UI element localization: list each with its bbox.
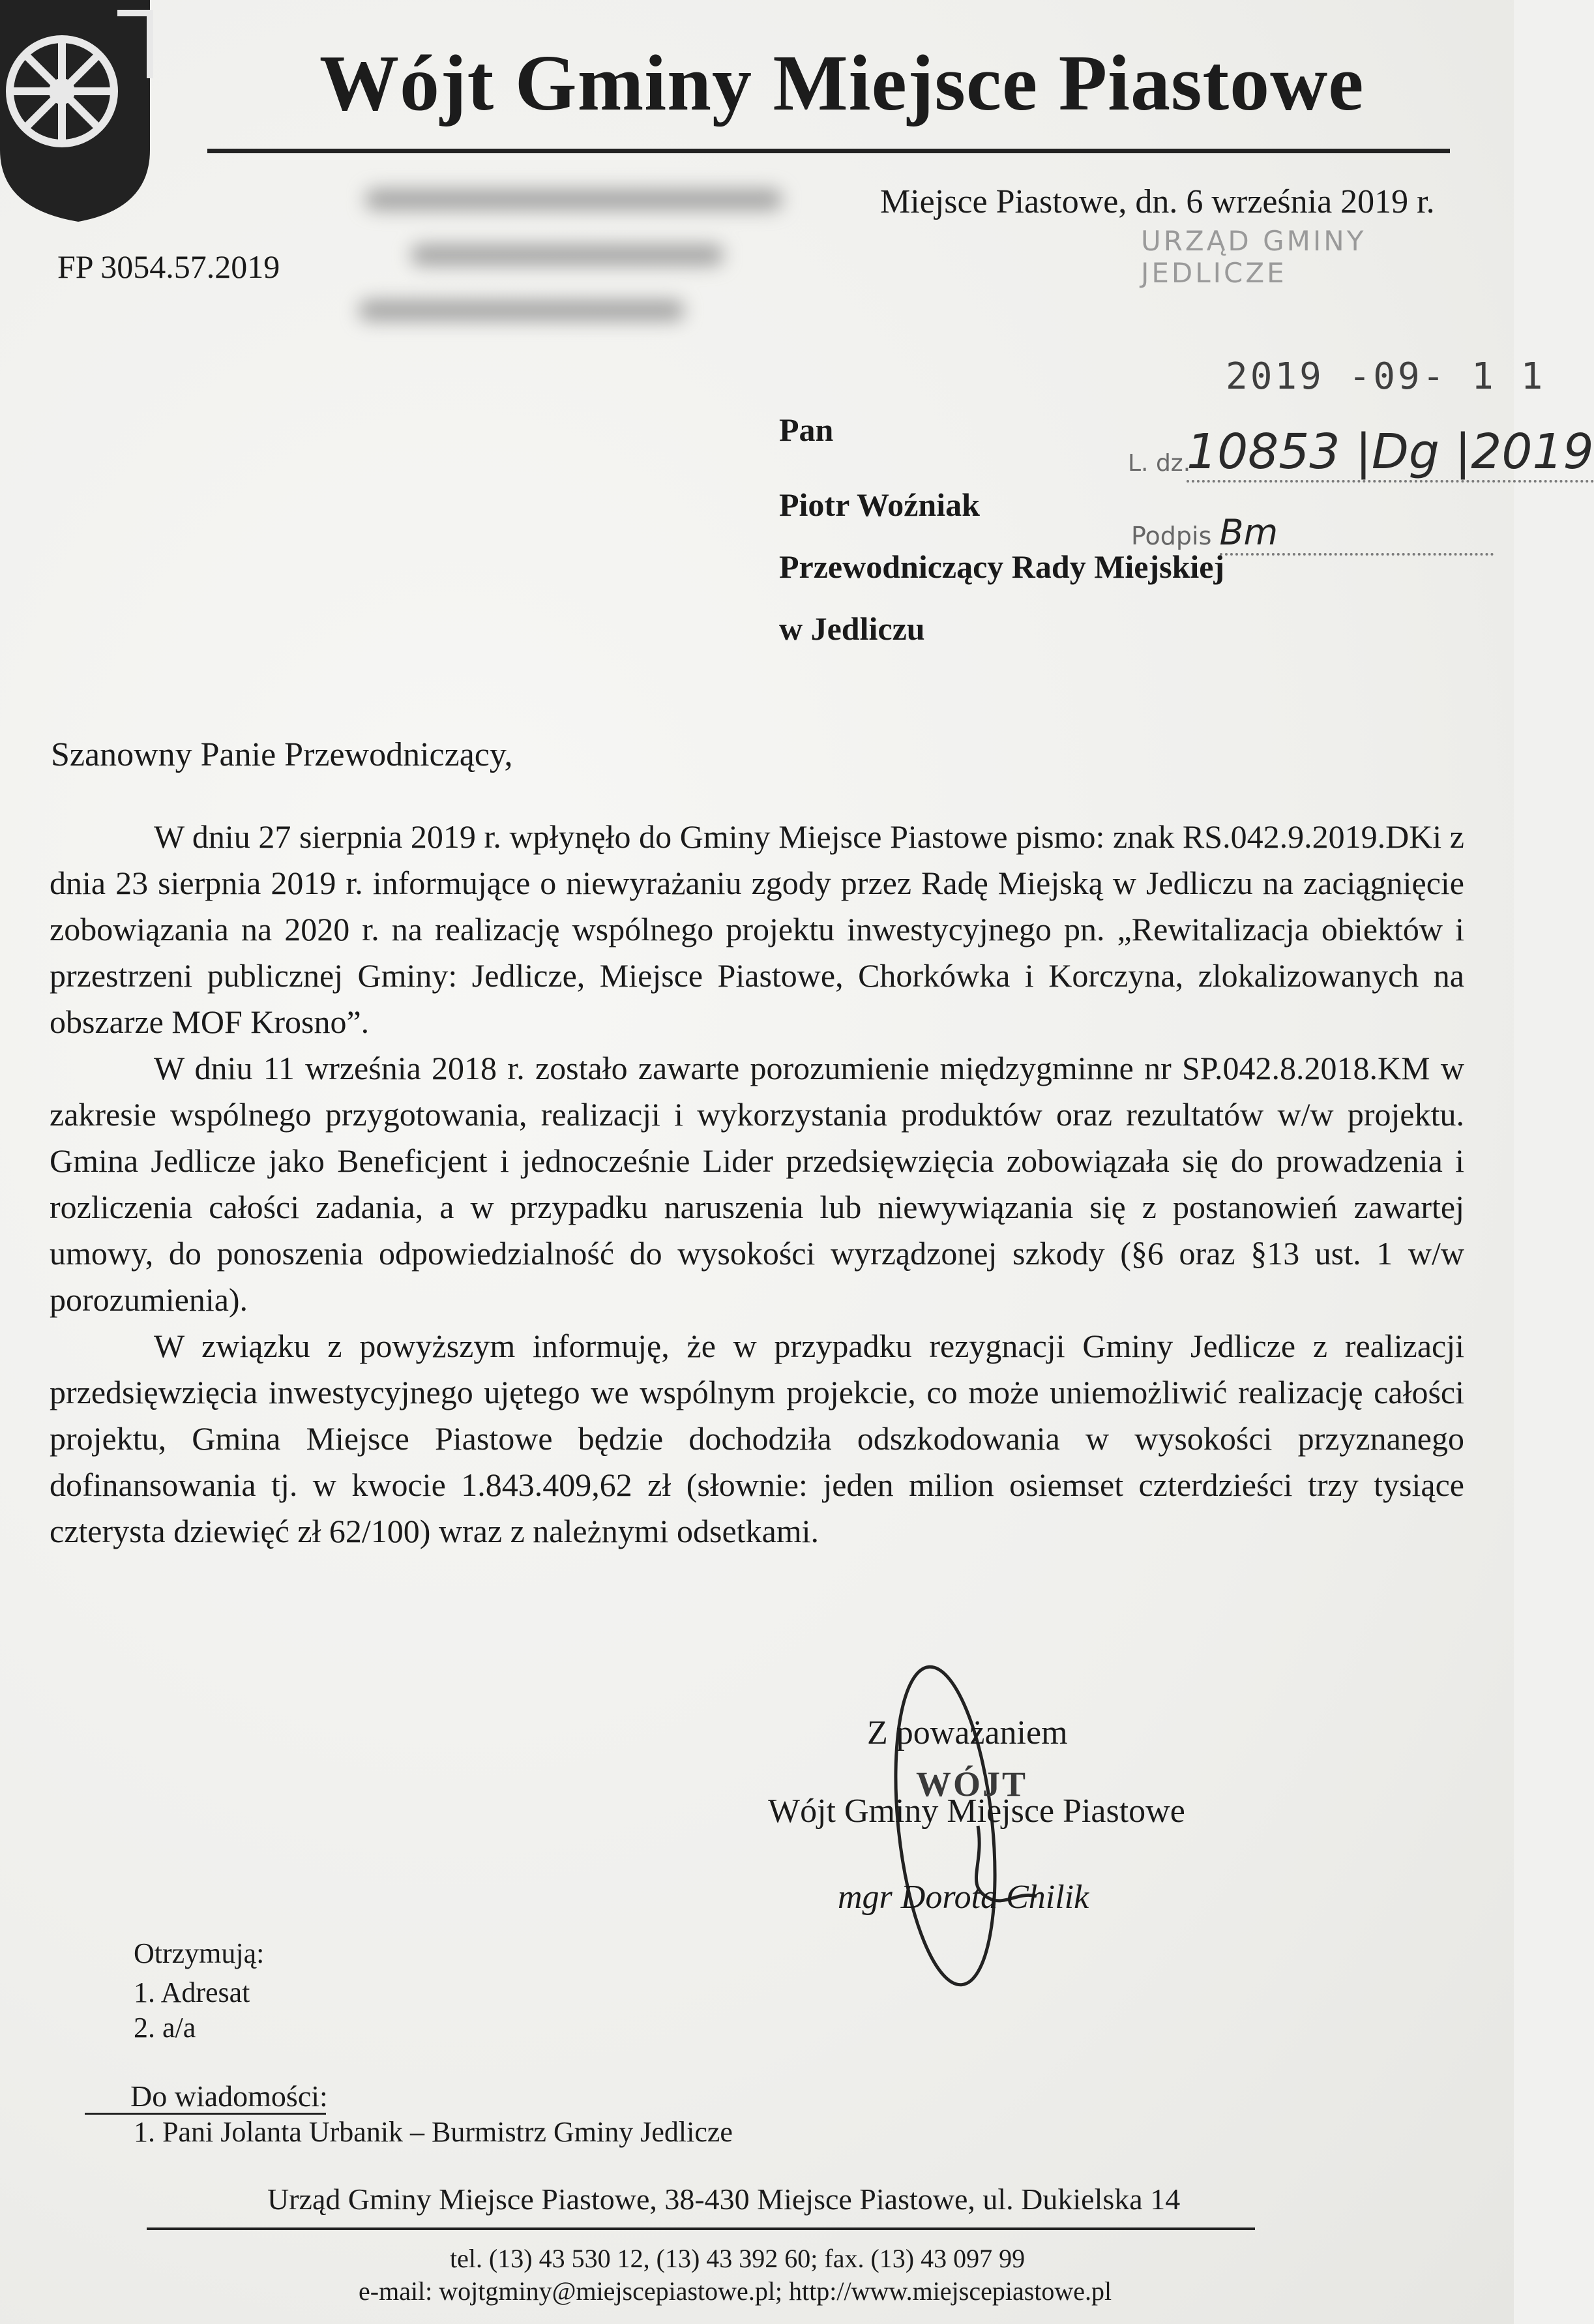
paragraph-3: W związku z powyższym informuję, że w przypadku rezygnacji Gminy Jedlicze z realizacji przedsięwzięcia inwestycyjnego ujętego we wspólnym projekcie, co może uniemożliwić realizację całości projektu, Gmina Miejsce Piastowe będzie dochodziła odszkodowania w wysokości przyznanego dofinansowania tj. w kwocie 1.843.409,62 zł (słownie: jeden milion osiemset czterdzieści trzy tysiące czterysta dziewięć zł 62/100) wraz z należnymi odsetkami. xyxy=(50,1328,1464,1549)
stamp-ldz-label: L. dz. xyxy=(1128,450,1191,477)
redacted-area xyxy=(339,163,834,352)
stamp-received-date: 2019 -09- 1 1 xyxy=(1226,355,1546,398)
addressee-name: Piotr Woźniak xyxy=(779,486,980,523)
recipient-item: 1. Adresat xyxy=(134,1976,250,2008)
footer-rule xyxy=(147,2227,1255,2230)
info-heading: Do wiadomości: xyxy=(130,2079,328,2113)
recipient-item: 2. a/a xyxy=(134,2012,196,2044)
addressee-role: Przewodniczący Rady Miejskiej xyxy=(779,548,1225,585)
recipients-heading: Otrzymują: xyxy=(134,1937,265,1969)
letterhead-title: Wójt Gminy Miejsce Piastowe xyxy=(319,39,1365,127)
info-underline xyxy=(85,2113,326,2115)
closing-regards: Z poważaniem xyxy=(867,1714,1068,1751)
greeting: Szanowny Panie Przewodniczący, xyxy=(51,736,513,773)
footer-contact: e-mail: wojtgminy@miejscepiastowe.pl; http://www.miejscepiastowe.pl xyxy=(359,2276,1112,2306)
addressee-salutation: Pan xyxy=(779,411,834,448)
addressee-place: w Jedliczu xyxy=(779,610,925,647)
stamp-office: URZĄD GMINY JEDLICZE xyxy=(1141,225,1366,289)
footer-address: Urząd Gminy Miejsce Piastowe, 38-430 Miejsce Piastowe, ul. Dukielska 14 xyxy=(267,2182,1181,2216)
closing-signatory: mgr Dorota Chilik xyxy=(838,1879,1089,1916)
closing-office: Wójt Gminy Miejsce Piastowe xyxy=(768,1793,1185,1830)
paragraph-1: W dniu 27 sierpnia 2019 r. wpłynęło do Gminy Miejsce Piastowe pismo: znak RS.042.9.2019.DKi z dnia 23 sierpnia 2019 r. informujące o niewyrażaniu zgody przez Radę Miejską w Jedliczu na zaciągnięcie zobowiązania na 2020 r. na realizację wspólnego projektu inwestycyjnego pn. „Rewitalizacja obiektów i przestrzeni publicznej Gminy: Jedlicze, Miejsce Piastowe, Chorkówka i Korczyna, zlokalizowanych na obszarze MOF Krosno”. xyxy=(50,818,1464,1040)
closing-title-stamp: WÓJT xyxy=(916,1765,1028,1804)
letter-body xyxy=(50,814,1464,1555)
paragraph-2: W dniu 11 września 2018 r. zostało zawarte porozumienie międzygminne nr SP.042.8.2018.KM w zakresie wspólnego przygotowania, realizacji i wykorzystania produktów oraz rezultatów w/w projektu. Gmina Jedlicze jako Beneficjent i jednocześnie Lider przedsięwzięcia zobowiązała się do prowadzenia i rozliczenia całości zadania, a w przypadku naruszenia lub niewywiązania się z postanowień zawartej umowy, do ponoszenia odpowiedzialność do wysokości wyrządzonej szkody (§6 oraz §13 ust. 1 w/w porozumienia). xyxy=(50,1050,1464,1318)
coat-of-arms-icon xyxy=(0,0,150,222)
info-item: 1. Pani Jolanta Urbanik – Burmistrz Gminy Jedlicze xyxy=(134,2116,733,2148)
footer-phones: tel. (13) 43 530 12, (13) 43 392 60; fax. (13) 43 097 99 xyxy=(450,2244,1026,2273)
stamp-ldz-value: 10853 |Dg |2019 xyxy=(1187,424,1594,483)
place-date: Miejsce Piastowe, dn. 6 września 2019 r. xyxy=(880,183,1435,220)
letterhead-rule xyxy=(207,149,1450,153)
stamp-podpis-label: Podpis xyxy=(1131,522,1212,550)
reference-number: FP 3054.57.2019 xyxy=(57,248,280,285)
stamp-podpis-mark: Bm xyxy=(1220,512,1494,556)
